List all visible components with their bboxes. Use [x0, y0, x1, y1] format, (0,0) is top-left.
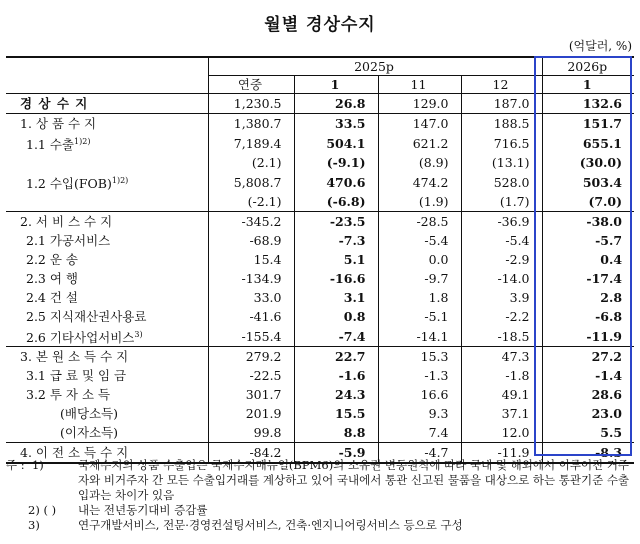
row-label: [6, 212, 208, 232]
table-row: [6, 133, 634, 153]
note-3-key: 3): [28, 518, 40, 532]
cell-value: 28.6: [542, 385, 634, 404]
footnote-ref: 1)2): [111, 176, 129, 186]
footnote-ref: 1)2): [74, 137, 91, 146]
cell-value: 15.3: [378, 347, 461, 367]
cell-value: 7,189.4: [208, 133, 294, 153]
row-label: [6, 231, 208, 250]
row-label-text: 4. 이 전 소 득 수 지: [20, 445, 129, 461]
cell-value: 99.8: [208, 423, 294, 443]
cell-value: -41.6: [208, 307, 294, 326]
row-label: [6, 153, 208, 172]
row-label: [6, 133, 208, 153]
col-header-jan-2025: 1: [294, 76, 378, 94]
cell-value: 15.5: [294, 404, 378, 423]
cell-value: -155.4: [208, 326, 294, 347]
cell-value: -84.2: [208, 443, 294, 464]
cell-value: -38.0: [542, 212, 634, 232]
cell-value: -5.1: [378, 307, 461, 326]
cell-value: (-2.1): [208, 192, 294, 212]
cell-value: 22.7: [294, 347, 378, 367]
cell-value: 3.9: [461, 288, 542, 307]
cell-value: 0.0: [378, 250, 461, 269]
cell-value: 23.0: [542, 404, 634, 423]
row-label: [6, 172, 208, 192]
row-label-text: 1.1 수출: [26, 137, 75, 153]
table-row: [6, 423, 634, 443]
cell-value: 301.7: [208, 385, 294, 404]
row-label: [6, 423, 208, 443]
note-3-text: 연구개발서비스, 전문·경영컨설팅서비스, 건축·엔지니어링서비스 등으로 구성: [78, 518, 463, 532]
row-label-text: 2.6 기타사업서비스: [26, 330, 135, 346]
row-label-text: 2.2 운 송: [26, 252, 78, 268]
cell-value: 12.0: [461, 423, 542, 443]
row-label-text: 3. 본 원 소 득 수 지: [20, 349, 129, 365]
cell-value: -17.4: [542, 269, 634, 288]
cell-value: -16.6: [294, 269, 378, 288]
cell-value: 621.2: [378, 133, 461, 153]
row-label-text: (배당소득): [60, 406, 119, 422]
cell-value: 504.1: [294, 133, 378, 153]
cell-value: 27.2: [542, 347, 634, 367]
cell-value: 49.1: [461, 385, 542, 404]
cell-value: -9.7: [378, 269, 461, 288]
cell-value: -18.5: [461, 326, 542, 347]
note-1-key: 1): [31, 458, 44, 472]
cell-value: -8.3: [542, 443, 634, 464]
cell-value: 279.2: [208, 347, 294, 367]
table-title: 월별 경상수지: [264, 15, 376, 35]
table-row: [6, 347, 634, 367]
note-2-key: 2) ( ): [28, 503, 57, 517]
table-row: [6, 269, 634, 288]
notes-prefix: 주 :: [6, 458, 25, 472]
row-label-text: 2.1 가공서비스: [26, 233, 111, 249]
footnotes: [6, 458, 636, 533]
row-label-text: (이자소득): [60, 425, 119, 441]
cell-value: 187.0: [461, 94, 542, 114]
cell-value: 47.3: [461, 347, 542, 367]
table-body: [6, 94, 634, 464]
table-row: [6, 153, 634, 172]
col-header-jan-2026: 1: [542, 76, 634, 94]
cell-value: -5.9: [294, 443, 378, 464]
cell-value: 37.1: [461, 404, 542, 423]
table-row: [6, 250, 634, 269]
cell-value: -2.9: [461, 250, 542, 269]
cell-value: -11.9: [542, 326, 634, 347]
cell-value: 5.1: [294, 250, 378, 269]
row-label: [6, 404, 208, 423]
footnote-ref: 3): [134, 330, 143, 340]
cell-value: -23.5: [294, 212, 378, 232]
cell-value: (7.0): [542, 192, 634, 212]
table-row: [6, 288, 634, 307]
cell-value: -36.9: [461, 212, 542, 232]
cell-value: 188.5: [461, 114, 542, 134]
table-row: [6, 94, 634, 114]
cell-value: 1,230.5: [208, 94, 294, 114]
cell-value: 132.6: [542, 94, 634, 114]
row-label: [6, 94, 208, 114]
cell-value: 151.7: [542, 114, 634, 134]
row-label-text: 경 상 수 지: [20, 96, 89, 111]
row-label-text: 2.4 건 설: [26, 290, 78, 306]
cell-value: 3.1: [294, 288, 378, 307]
row-label: [6, 250, 208, 269]
cell-value: -6.8: [542, 307, 634, 326]
cell-value: -14.0: [461, 269, 542, 288]
row-label-text: 3.2 투 자 소 득: [26, 387, 111, 403]
row-label-text: 3.1 급 료 및 임 금: [26, 368, 127, 384]
cell-value: (-6.8): [294, 192, 378, 212]
cell-value: 0.8: [294, 307, 378, 326]
row-label-text: 2.3 여 행: [26, 271, 78, 287]
cell-value: -1.4: [542, 366, 634, 385]
row-label-text: 2. 서 비 스 수 지: [20, 214, 113, 230]
table-row: [6, 192, 634, 212]
cell-value: 24.3: [294, 385, 378, 404]
table-row: [6, 326, 634, 347]
cell-value: 8.8: [294, 423, 378, 443]
cell-value: -1.8: [461, 366, 542, 385]
table-row: [6, 114, 634, 134]
row-label: [6, 269, 208, 288]
cell-value: -28.5: [378, 212, 461, 232]
cell-value: 33.0: [208, 288, 294, 307]
cell-value: (-9.1): [294, 153, 378, 172]
row-label: [6, 288, 208, 307]
cell-value: -7.3: [294, 231, 378, 250]
col-header-dec: 12: [461, 76, 542, 94]
cell-value: -5.4: [461, 231, 542, 250]
cell-value: 33.5: [294, 114, 378, 134]
cell-value: 474.2: [378, 172, 461, 192]
cell-value: 1,380.7: [208, 114, 294, 134]
cell-value: (1.9): [378, 192, 461, 212]
row-label-text: 1. 상 품 수 지: [20, 116, 97, 131]
cell-value: -1.6: [294, 366, 378, 385]
cell-value: 5.5: [542, 423, 634, 443]
cell-value: (1.7): [461, 192, 542, 212]
cell-value: 129.0: [378, 94, 461, 114]
cell-value: -22.5: [208, 366, 294, 385]
col-header-annual: 연중: [208, 76, 294, 94]
cell-value: (8.9): [378, 153, 461, 172]
cell-value: (30.0): [542, 153, 634, 172]
cell-value: 7.4: [378, 423, 461, 443]
cell-value: 16.6: [378, 385, 461, 404]
stub-header: [6, 57, 208, 94]
note-2-text: 내는 전년동기대비 증감률: [78, 503, 208, 517]
table-row: [6, 385, 634, 404]
unit-label: (억달러, %): [568, 39, 632, 53]
cell-value: 201.9: [208, 404, 294, 423]
cell-value: -14.1: [378, 326, 461, 347]
cell-value: 655.1: [542, 133, 634, 153]
row-label-text: 2.5 지식재산권사용료: [26, 309, 147, 325]
cell-value: -1.3: [378, 366, 461, 385]
year-2026-header: 2026p: [542, 57, 634, 76]
cell-value: -5.7: [542, 231, 634, 250]
cell-value: 26.8: [294, 94, 378, 114]
table-row: [6, 212, 634, 232]
cell-value: -2.2: [461, 307, 542, 326]
cell-value: 5,808.7: [208, 172, 294, 192]
col-header-nov: 11: [378, 76, 461, 94]
cell-value: -4.7: [378, 443, 461, 464]
cell-value: 503.4: [542, 172, 634, 192]
row-label: [6, 385, 208, 404]
cell-value: -7.4: [294, 326, 378, 347]
row-label-text: 1.2 수입(FOB): [26, 176, 112, 192]
row-label: [6, 192, 208, 212]
cell-value: 528.0: [461, 172, 542, 192]
cell-value: 147.0: [378, 114, 461, 134]
table-row: [6, 307, 634, 326]
cell-value: 1.8: [378, 288, 461, 307]
cell-value: 0.4: [542, 250, 634, 269]
row-label: [6, 114, 208, 134]
note-1-text: 국제수지의 상품 수출입은 국제수지매뉴얼(BPM6)의 소유권 변동원칙에 따라 국내 및 해외에서 이루어진 거주자와 비거주자 간 모든 수출입거래를 계상하고 있어 국내에서 통관 신고된 물품을 대상으로 하는 통관기준 수출입과는 차이가 있음: [78, 458, 630, 502]
cell-value: -134.9: [208, 269, 294, 288]
table-row: [6, 366, 634, 385]
cell-value: -68.9: [208, 231, 294, 250]
cell-value: 15.4: [208, 250, 294, 269]
cell-value: 9.3: [378, 404, 461, 423]
table-row: [6, 404, 634, 423]
cell-value: 716.5: [461, 133, 542, 153]
table-row: [6, 231, 634, 250]
row-label: [6, 366, 208, 385]
cell-value: -11.9: [461, 443, 542, 464]
cell-value: 470.6: [294, 172, 378, 192]
cell-value: (13.1): [461, 153, 542, 172]
cell-value: -5.4: [378, 231, 461, 250]
cell-value: -345.2: [208, 212, 294, 232]
row-label: [6, 326, 208, 347]
row-label: [6, 347, 208, 367]
row-label: [6, 307, 208, 326]
cell-value: (2.1): [208, 153, 294, 172]
cell-value: 2.8: [542, 288, 634, 307]
current-account-table: [6, 56, 634, 464]
year-2025-header: 2025p: [208, 57, 542, 76]
table-row: [6, 172, 634, 192]
